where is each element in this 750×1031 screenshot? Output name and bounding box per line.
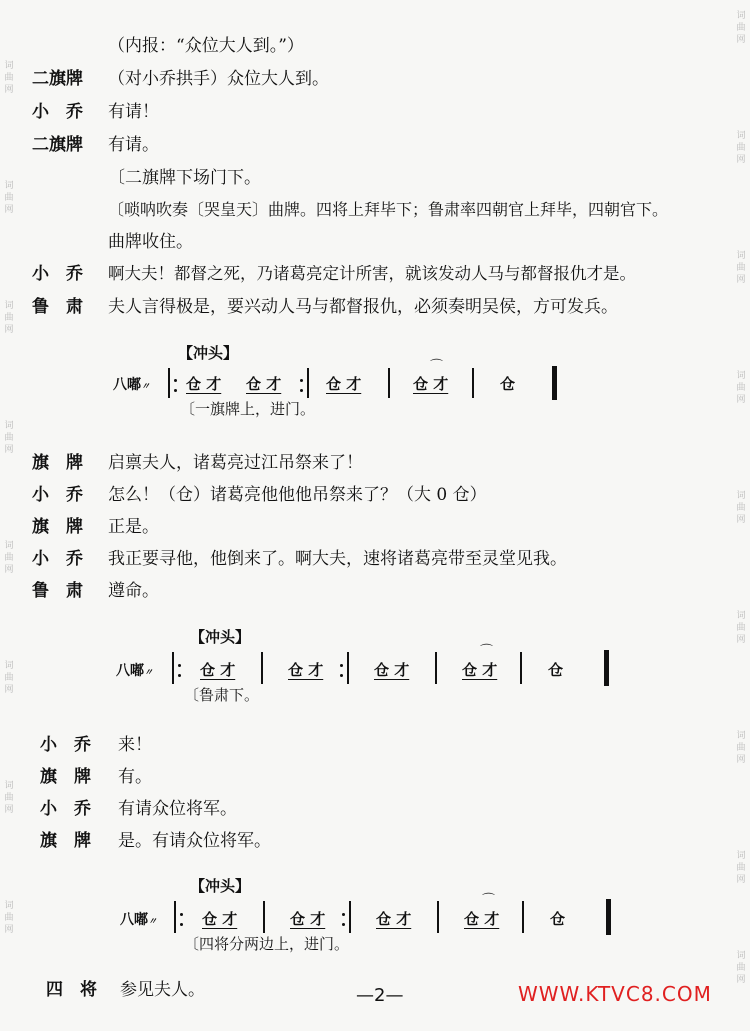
- site-watermark: WWW.KTVC8.COM: [518, 982, 712, 1006]
- bar-line: [263, 901, 265, 933]
- stage-direction: 〔四将分两边上，进门。: [184, 935, 350, 953]
- music-title: 【冲头】: [178, 344, 239, 362]
- bar-line: [307, 368, 309, 398]
- bar-line: [520, 652, 522, 684]
- music-title: 【冲头】: [190, 628, 251, 646]
- dialogue-text: 怎么！（仓）诸葛亮他他他吊祭来了？（大 0 仓）: [108, 485, 487, 505]
- final-bar: [606, 899, 611, 935]
- speaker-name: 小乔: [32, 549, 100, 569]
- speaker-name: 旗牌: [40, 767, 108, 787]
- watermark-text: 词 曲 网: [736, 11, 746, 45]
- bar-line: [472, 368, 474, 398]
- repeat-dots: [342, 907, 345, 929]
- music-label: 八嘟〃: [113, 377, 151, 393]
- beat: 仓 才: [200, 661, 236, 679]
- stage-direction: 〔一旗牌上，进门。: [180, 400, 316, 418]
- dialogue-text: （对小乔拱手）众位大人到。: [108, 69, 329, 89]
- bar-line: [347, 652, 349, 684]
- dialogue-text: 来！: [118, 735, 152, 755]
- beat: 仓: [500, 375, 516, 393]
- speaker-name: 四将: [46, 980, 114, 1000]
- repeat-dots: [340, 658, 343, 680]
- watermark-text: 词 曲 网: [736, 491, 746, 525]
- speaker-name: 二旗牌: [32, 135, 83, 155]
- stage-direction: 〔鲁肃下。: [184, 686, 260, 704]
- stage-direction: （内报：“众位大人到。”）: [108, 36, 304, 56]
- beat: 仓 才: [464, 910, 500, 928]
- speaker-name: 小乔: [32, 264, 100, 284]
- music-label: 八嘟〃: [116, 663, 154, 679]
- bar-line: [349, 901, 351, 933]
- stage-direction: 〔二旗牌下场门下。: [108, 168, 261, 188]
- speaker-name: 旗牌: [32, 517, 100, 537]
- watermark-text: 词 曲 网: [736, 251, 746, 285]
- watermark-text: 词 曲 网: [736, 951, 746, 985]
- speaker-name: 旗牌: [40, 831, 108, 851]
- percussion-notation: [0, 340, 750, 420]
- dialogue-text: 有。: [118, 767, 152, 787]
- beat: 仓 才: [326, 375, 362, 393]
- beat: 仓 才: [202, 910, 238, 928]
- music-title: 【冲头】: [190, 877, 251, 895]
- dialogue-text: 有请众位将军。: [118, 799, 237, 819]
- watermark-text: 词 曲 网: [736, 611, 746, 645]
- repeat-dots: [174, 373, 177, 395]
- bar-line: [168, 368, 170, 398]
- beat: 仓 才: [374, 661, 410, 679]
- speaker-name: 小乔: [40, 799, 108, 819]
- beat: 仓 才: [413, 375, 449, 393]
- fermata: ⌒: [482, 893, 496, 908]
- watermark-text: 词 曲 网: [736, 131, 746, 165]
- beat: 仓 才: [290, 910, 326, 928]
- repeat-dots: [300, 373, 303, 395]
- speaker-name: 鲁肃: [32, 297, 100, 317]
- beat: 仓 才: [462, 661, 498, 679]
- fermata: ⌒: [480, 644, 494, 659]
- dialogue-text: 有请。: [108, 135, 159, 155]
- watermark-text: 词 曲 网: [4, 661, 14, 695]
- bar-line: [174, 901, 176, 933]
- dialogue-text: 参见夫人。: [120, 980, 205, 1000]
- watermark-text: 词 曲 网: [4, 541, 14, 575]
- speaker-name: 小乔: [32, 485, 100, 505]
- beat: 仓 才: [288, 661, 324, 679]
- bar-line: [388, 368, 390, 398]
- watermark-text: 词 曲 网: [736, 731, 746, 765]
- beat: 仓: [548, 661, 564, 679]
- watermark-text: 词 曲 网: [736, 371, 746, 405]
- dialogue-text: 啊大夫！都督之死，乃诸葛亮定计所害，就该发动人马与都督报仇才是。: [108, 264, 636, 283]
- watermark-text: 词 曲 网: [736, 851, 746, 885]
- dialogue-text: 是。有请众位将军。: [118, 831, 271, 851]
- speaker-name: 鲁肃: [32, 581, 100, 601]
- speaker-name: 二旗牌: [32, 69, 83, 89]
- bar-line: [261, 652, 263, 684]
- page-number: —2—: [356, 985, 404, 1006]
- dialogue-text: 有请！: [108, 102, 159, 122]
- fermata: ⌒: [430, 359, 444, 374]
- watermark-text: 词 曲 网: [4, 421, 14, 455]
- watermark-text: 词 曲 网: [4, 301, 14, 335]
- bar-line: [522, 901, 524, 933]
- dialogue-text: 正是。: [108, 517, 159, 537]
- watermark-text: 词 曲 网: [4, 61, 14, 95]
- final-bar: [552, 366, 557, 400]
- watermark-text: 词 曲 网: [4, 901, 14, 935]
- beat: 仓 才: [186, 375, 222, 393]
- dialogue-text: 启禀夫人，诸葛亮过江吊祭来了！: [108, 453, 363, 473]
- dialogue-text: 遵命。: [108, 581, 159, 601]
- final-bar: [604, 650, 609, 686]
- speaker-name: 小乔: [32, 102, 100, 122]
- watermark-text: 词 曲 网: [4, 781, 14, 815]
- repeat-dots: [180, 907, 183, 929]
- watermark-text: 词 曲 网: [4, 181, 14, 215]
- bar-line: [435, 652, 437, 684]
- stage-direction: 曲牌收住。: [108, 232, 193, 252]
- music-label: 八嘟〃: [120, 912, 158, 928]
- beat: 仓 才: [246, 375, 282, 393]
- dialogue-text: 我正要寻他，他倒来了。啊大夫，速将诸葛亮带至灵堂见我。: [108, 549, 567, 569]
- beat: 仓 才: [376, 910, 412, 928]
- percussion-notation: [0, 624, 750, 704]
- bar-line: [172, 652, 174, 684]
- stage-direction: 〔唢呐吹奏〔哭皇天〕曲牌。四将上拜毕下；鲁肃率四朝官上拜毕，四朝官下。: [108, 200, 669, 219]
- bar-line: [437, 901, 439, 933]
- speaker-name: 旗牌: [32, 453, 100, 473]
- percussion-notation: [0, 873, 750, 953]
- dialogue-text: 夫人言得极是，要兴动人马与都督报仇，必须奏明吴侯，方可发兵。: [108, 297, 618, 317]
- beat: 仓: [550, 910, 566, 928]
- repeat-dots: [178, 658, 181, 680]
- speaker-name: 小乔: [40, 735, 108, 755]
